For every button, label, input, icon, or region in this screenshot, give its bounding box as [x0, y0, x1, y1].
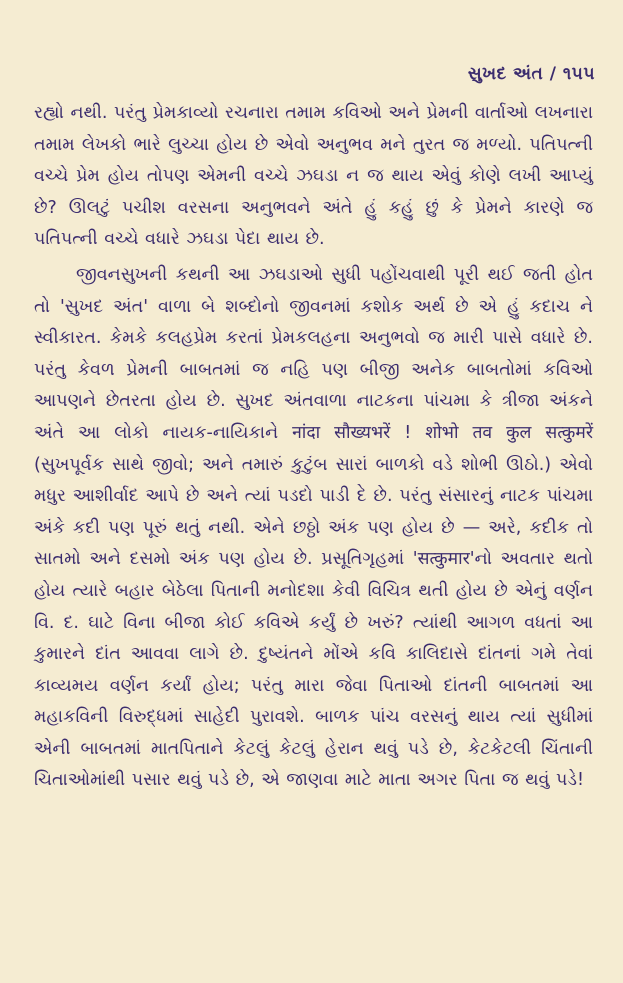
- running-head: સુખદ અંત / ૧૫૫: [467, 64, 595, 84]
- paragraph-2: જીવનસુખની કથની આ ઝઘડાઓ સુધી પહોંચવાથી પૂરી થઈ જતી હોત તો 'સુખદ અંત' વાળા બે શબ્દોનો જીવનમાં કશોક અર્થ છે એ હું કદાચ ને સ્વીકારત. કેમકે કલહપ્રેમ કરતાં પ્રેમકલહના અનુભવો જ મારી પાસે વધારે છે. પરંતુ કેવળ પ્રેમની બાબતમાં જ નહિ પણ બીજી અનેક બાબતોમાં કવિઓ આપણને છેતરતા હોય છે. સુખદ અંતવાળા નાટકના પાંચમા કે ત્રીજા અંકને અંતે આ લોકો નાયક-નાયિકાને नांदा सौख्यभरें ! शोभो तव कुल सत्कुमरें (સુખપૂર્વક સાથે જીવો; અને તમારું કુટુંબ સારાં બાળકો વડે શોભી ઊઠો.) એવો મધુર આશીર્વાદ આપે છે અને ત્યાં પડદો પાડી દે છે. પરંતુ સંસારનું નાટક પાંચમા અંકે કદી પણ પૂરું થતું નથી. એને છઠ્ઠો અંક પણ હોય છે — અરે, કદીક તો સાતમો અને દસમો અંક પણ હોય છે. પ્રસૂતિગૃહમાં 'सत्कुमार'નો અવતાર થતો હોય ત્યારે બહાર બેઠેલા પિતાની મનોદશા કેવી વિચિત્ર થતી હોય છે એનું વર્ણન વિ. દ. ઘાટે વિના બીજા કોઈ કવિએ કર્યું છે ખરું? ત્યાંથી આગળ વધતાં આ કુમારને દાંત આવવા લાગે છે. દુષ્યંતને મોંએ કવિ કાલિદાસે દાંતનાં ગમે તેવાં કાવ્યમય વર્ણન કર્યાં હોય; પરંતુ મારા જેવા પિતાઓ દાંતની બાબતમાં આ મહાકવિની વિરુદ્ધમાં સાહેદી પુરાવશે. બાળક પાંચ વરસનું થાય ત્યાં સુધીમાં એની બાબતમાં માતપિતાને કેટલું કેટલું હેરાન થવું પડે છે, કેટકેટલી ચિંતાની ચિતાઓમાંથી પસાર થવું પડે છે, એ જાણવા માટે માતા અગર પિતા જ થવું પડે!: [34, 264, 593, 791]
- paragraph-1: રહ્યો નથી. પરંતુ પ્રેમકાવ્યો રચનારા તમામ કવિઓ અને પ્રેમની વાર્તાઓ લખનારા તમામ લેખકો ભારે લુચ્ચા હોય છે એવો અનુભવ મને તુરત જ મળ્યો. પતિપત્ની વચ્ચે પ્રેમ હોય તોપણ એમની વચ્ચે ઝઘડા ન જ થાય એવું કોણે લખી આપ્યું છે? ઊલટું પચીશ વરસના અનુભવને અંતે હું કહું છું કે પ્રેમને કારણે જ પતિપત્ની વચ્ચે વધારે ઝઘડા પેદા થાય છે.: [34, 103, 593, 250]
- body-text: [34, 98, 593, 797]
